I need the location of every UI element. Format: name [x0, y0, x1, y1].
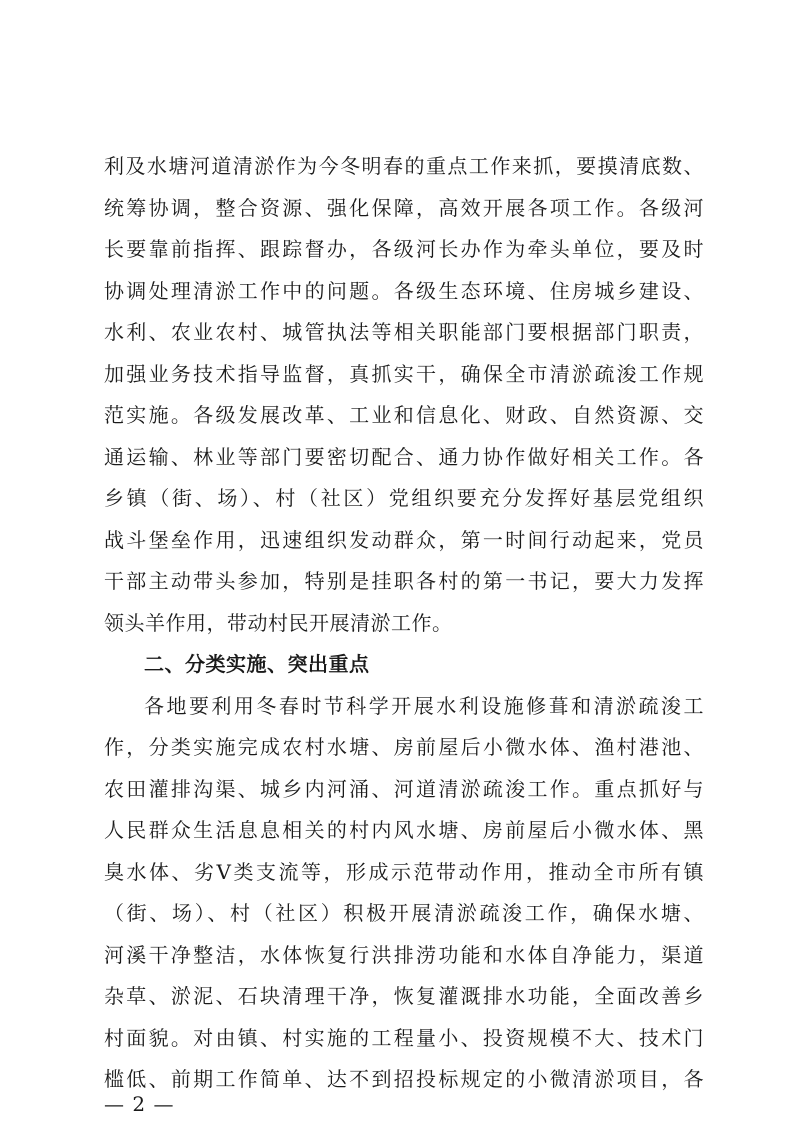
text-line: 河溪干净整洁，水体恢复行洪排涝功能和水体自净能力，渠道: [104, 942, 704, 967]
text-line: 战斗堡垒作用，迅速组织发动群众，第一时间行动起来，党员: [104, 527, 704, 552]
text-line: 加强业务技术指导监督，真抓实干，确保全市清淤疏浚工作规: [104, 361, 704, 386]
text-line: 乡镇（街、场）、村（社区）党组织要充分发挥好基层党组织: [104, 486, 704, 510]
text-line: 长要靠前指挥、跟踪督办，各级河长办作为牵头单位，要及时: [104, 237, 704, 261]
text-line: 通运输、林业等部门要密切配合、通力协作做好相关工作。各: [104, 444, 704, 469]
document-body: [104, 146, 704, 1101]
page-number: — 2 —: [104, 1092, 175, 1116]
text-line: 水利、农业农村、城管执法等相关职能部门要根据部门职责，: [104, 320, 704, 344]
text-line: 领头羊作用，带动村民开展清淤工作。: [104, 610, 453, 635]
text-line: 农田灌排沟渠、城乡内河涌、河道清淤疏浚工作。重点抓好与: [104, 776, 704, 801]
text-line: 各地要利用冬春时节科学开展水利设施修葺和清淤疏浚工: [144, 693, 704, 718]
text-line: 人民群众生活息息相关的村内风水塘、房前屋后小微水体、黑: [104, 818, 704, 842]
text-line: 村面貌。对由镇、村实施的工程量小、投资规模不大、技术门: [104, 1025, 704, 1050]
text-line: 范实施。各级发展改革、工业和信息化、财政、自然资源、交: [104, 403, 704, 427]
text-line: 槛低、前期工作简单、达不到招投标规定的小微清淤项目，各: [104, 1067, 704, 1091]
text-line: 作，分类实施完成农村水塘、房前屋后小微水体、渔村港池、: [104, 735, 704, 759]
paragraph-2: [104, 686, 704, 1101]
text-line: 臭水体、劣Ⅴ类支流等，形成示范带动作用，推动全市所有镇: [104, 859, 704, 884]
text-line: 统筹协调，整合资源、强化保障，高效开展各项工作。各级河: [104, 195, 704, 220]
text-line: 协调处理清淤工作中的问题。各级生态环境、住房城乡建设、: [104, 278, 704, 303]
text-line: （街、场）、村（社区）积极开展清淤疏浚工作，确保水塘、: [104, 901, 704, 925]
text-line: 干部主动带头参加，特别是挂职各村的第一书记，要大力发挥: [104, 569, 704, 593]
paragraph-1: [104, 146, 704, 644]
text-line: 杂草、淤泥、石块清理干净，恢复灌溉排水功能，全面改善乡: [104, 984, 704, 1008]
text-line: 利及水塘河道清淤作为今冬明春的重点工作来抓，要摸清底数、: [104, 154, 704, 178]
section-heading: 二、分类实施、突出重点: [144, 652, 370, 676]
